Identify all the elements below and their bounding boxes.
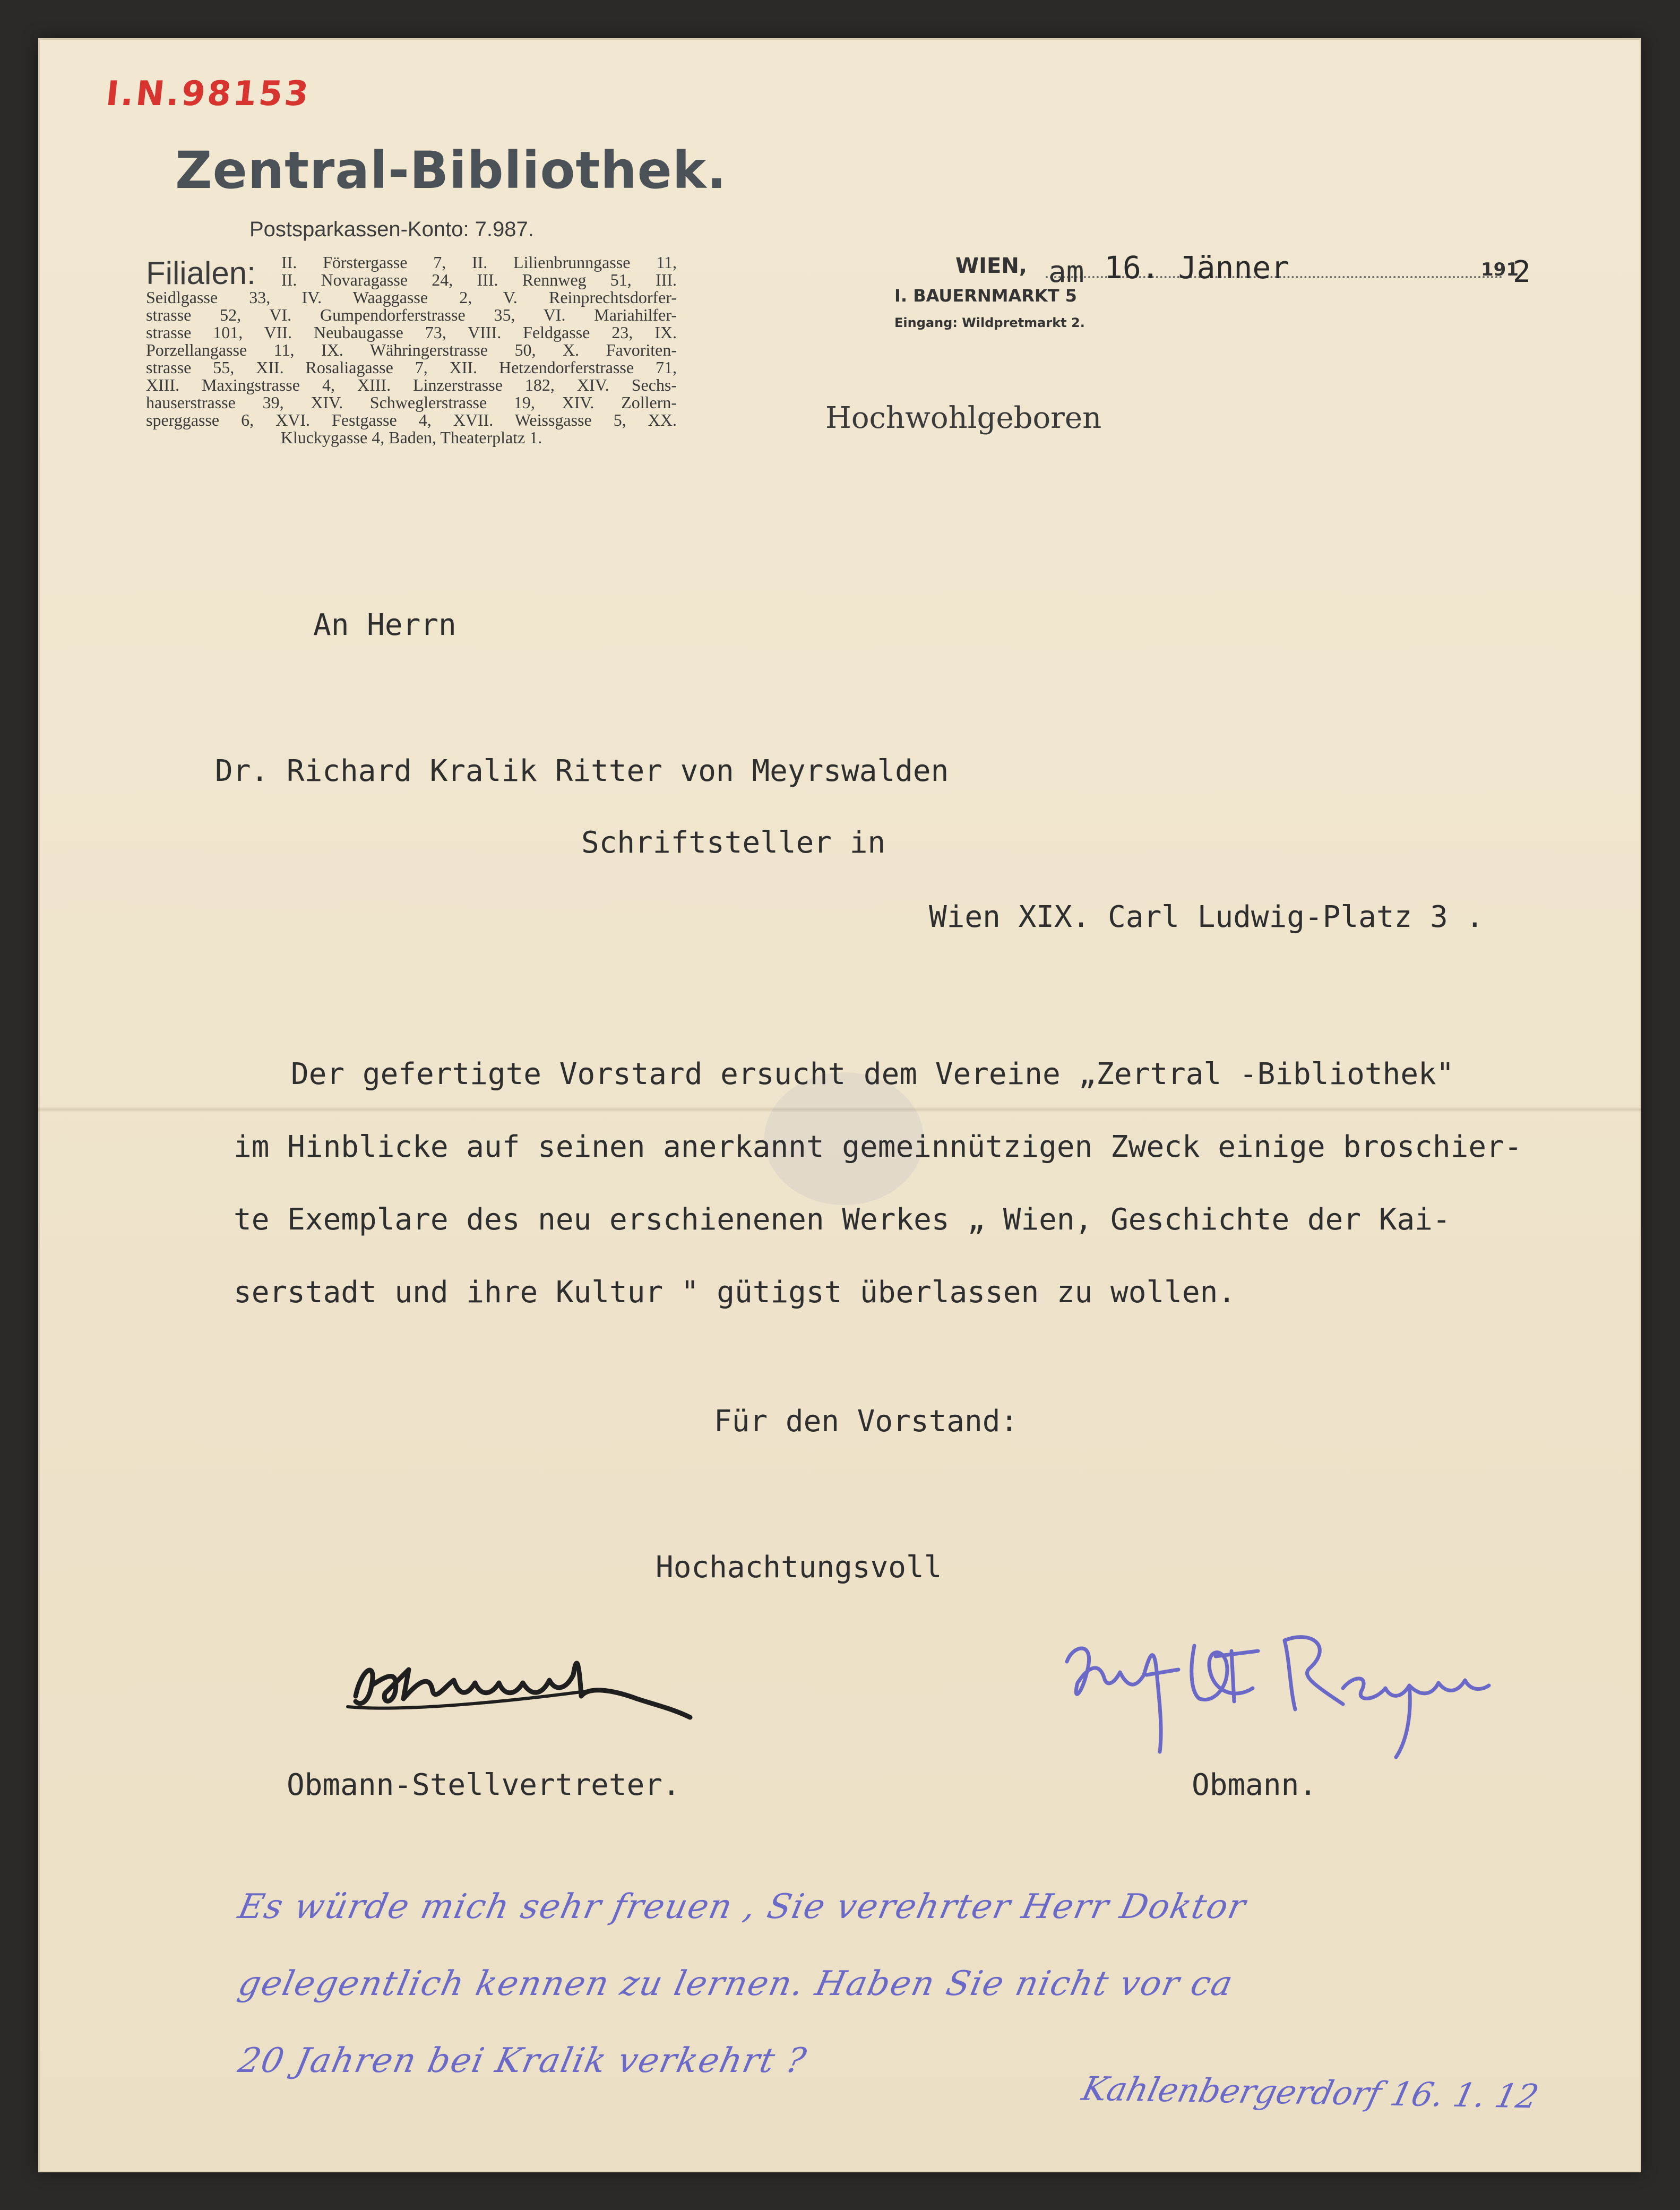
branches-line: strasse 101, VII. Neubaugasse 73, VIII. Feldgasse 23, IX. xyxy=(146,323,677,342)
handwritten-place-date: Kahlenbergerdorf 16. 1. 12 xyxy=(1078,2069,1543,2116)
recipient-name: Dr. Richard Kralik Ritter von Meyrswalden xyxy=(215,754,949,788)
body-line: im Hinblicke auf seinen anerkannt gemeinnützigen Zweck einige broschier- xyxy=(234,1130,1522,1164)
branches-line: II. Förstergasse 7, II. Lilienbrunngasse 11, xyxy=(281,253,677,272)
branches-line: Seidlgasse 33, IV. Waaggasse 2, V. Reinprechtsdorfer- xyxy=(146,288,677,307)
salutation: Hochwohlgeboren xyxy=(825,401,1102,435)
letterhead-title: Zentral-Bibliothek. xyxy=(175,141,727,200)
closing: Hochachtungsvoll xyxy=(656,1550,942,1585)
handwritten-line: gelegentlich kennen zu lernen. Haben Sie nicht vor ca xyxy=(235,1964,1237,2003)
body-line: serstadt und ihre Kultur " gütigst überlassen zu wollen. xyxy=(234,1275,1236,1310)
date-prefix: am xyxy=(1048,255,1084,289)
branches-line: hauserstrasse 39, XIV. Schweglerstrasse 19, XIV. Zollern- xyxy=(146,393,677,412)
letter-body xyxy=(234,1038,1624,1329)
for-board: Für den Vorstand: xyxy=(714,1404,1019,1439)
branches-line: strasse 55, XII. Rosaliagasse 7, XII. Hetzendorferstrasse 71, xyxy=(146,358,677,377)
year-typed: 2 xyxy=(1513,255,1531,289)
vice-chairman-title: Obmann-Stellvertreter. xyxy=(287,1768,680,1802)
inventory-number: I.N.98153 xyxy=(104,74,313,114)
sender-address: I. BAUERNMARKT 5 xyxy=(894,286,1077,306)
signature-vice-chairman xyxy=(340,1638,701,1728)
sender-entrance: Eingang: Wildpretmarkt 2. xyxy=(894,315,1085,330)
letter-date: 16. Jänner xyxy=(1104,250,1290,286)
place-label: WIEN, xyxy=(955,254,1027,278)
branches-line: XIII. Maxingstrasse 4, XIII. Linzerstrasse 182, XIV. Sechs- xyxy=(146,375,677,394)
body-line: Der gefertigte Vorstard ersucht dem Vereine „Zertral -Bibliothek" xyxy=(291,1057,1454,1091)
branches-line: Porzellangasse 11, IX. Währingerstrasse 50, X. Favoriten- xyxy=(146,340,677,359)
recipient-profession: Schriftsteller in xyxy=(581,825,886,860)
handwritten-line: 20 Jahren bei Kralik verkehrt ? xyxy=(235,2041,811,2080)
an-herrn: An Herrn xyxy=(313,608,456,642)
branches-list xyxy=(146,254,677,446)
chairman-title: Obmann. xyxy=(1192,1768,1317,1802)
recipient-address: Wien XIX. Carl Ludwig-Platz 3 . xyxy=(929,900,1484,934)
handwritten-line: Es würde mich sehr freuen , Sie verehrter Herr Doktor xyxy=(235,1887,1250,1927)
branches-line: sperggasse 6, XVI. Festgasse 4, XVII. Weissgasse 5, XX. xyxy=(146,410,677,429)
branches-label: Filialen: xyxy=(146,255,256,291)
signature-chairman xyxy=(1056,1624,1523,1762)
branches-line: II. Novaragasse 24, III. Rennweg 51, III. xyxy=(281,270,677,289)
year-printed: 191 xyxy=(1481,259,1519,280)
postal-account: Postsparkassen-Konto: 7.987. xyxy=(249,218,534,241)
branches-line: Kluckygasse 4, Baden, Theaterplatz 1. xyxy=(280,428,542,447)
handwritten-note xyxy=(235,1869,1619,2100)
body-line: te Exemplare des neu erschienenen Werkes „ Wien, Geschichte der Kai- xyxy=(234,1202,1451,1237)
branches-line: strasse 52, VI. Gumpendorferstrasse 35, VI. Mariahilfer- xyxy=(146,305,677,324)
